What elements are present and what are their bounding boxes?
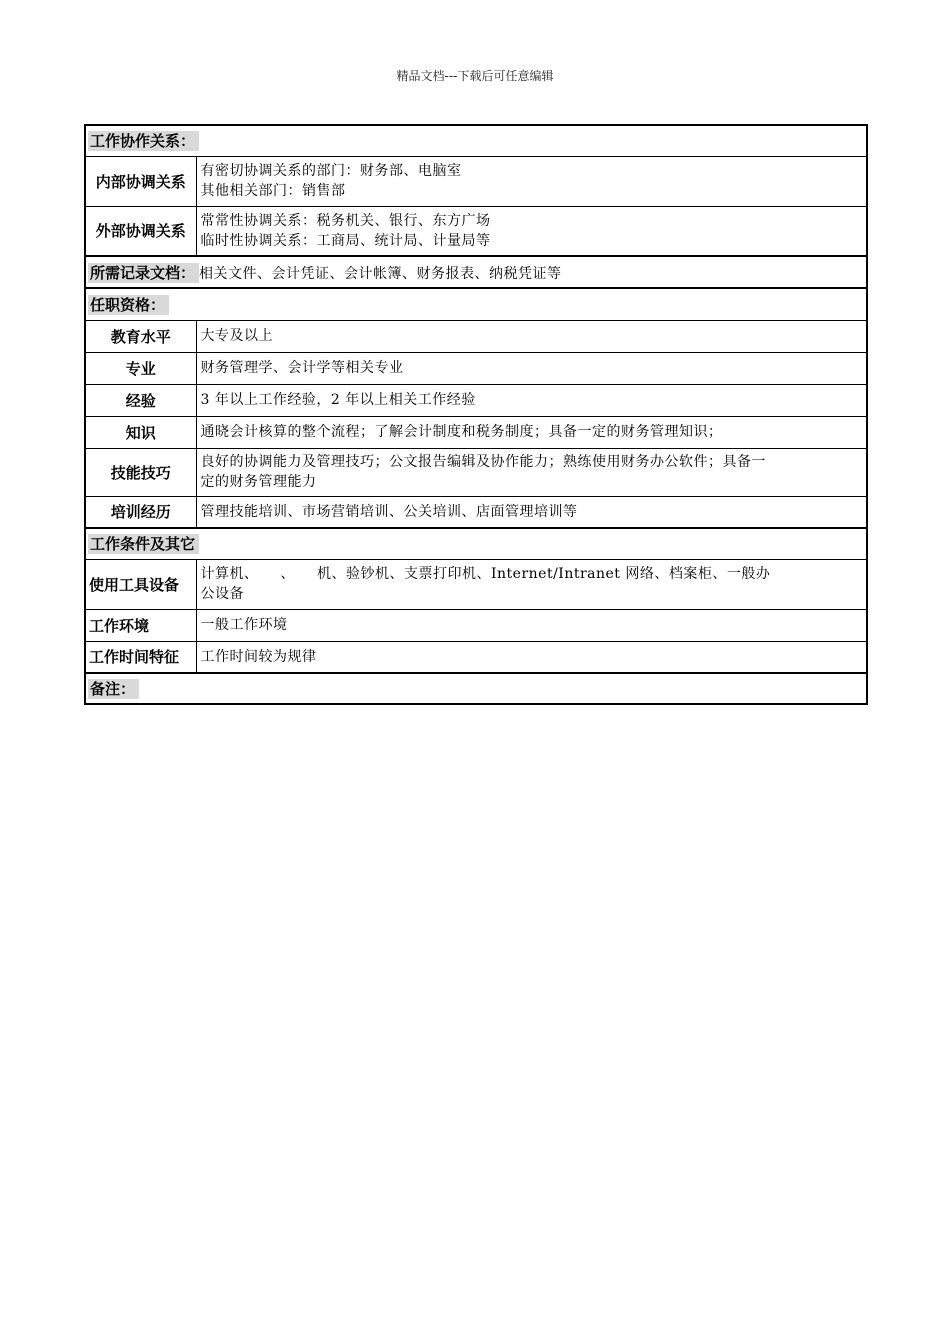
external-coordination-label: 外部协调关系 [85, 206, 196, 256]
skills-value [196, 448, 867, 496]
records-label: 所需记录文档： [88, 263, 199, 283]
environment-value: 一般工作环境 [196, 609, 867, 641]
job-description-table [84, 124, 868, 705]
external-coordination-line2: 临时性协调关系：工商局、统计局、计量局等 [200, 232, 491, 249]
coordination-title-text: 工作协作关系： [88, 131, 199, 151]
external-coordination-line1: 常常性协调关系：税务机关、银行、东方广场 [200, 212, 491, 229]
internal-coordination-line2: 其他相关部门：销售部 [200, 183, 346, 199]
qualification-row-training [85, 496, 867, 528]
conditions-title-text: 工作条件及其它 [88, 534, 199, 554]
tools-value [196, 559, 867, 609]
qualification-row-skills [85, 448, 867, 496]
internal-coordination-label: 内部协调关系 [85, 156, 196, 206]
qualification-row-experience [85, 384, 867, 416]
training-value: 管理技能培训、市场营销培训、公关培训、店面管理培训等 [196, 496, 867, 528]
records-row [85, 256, 867, 288]
internal-coordination-line1: 有密切协调关系的部门：财务部、电脑室 [200, 163, 462, 179]
qualification-row-major [85, 352, 867, 384]
qualifications-title-text: 任职资格： [88, 295, 169, 315]
page-header: 精品文档---下载后可任意编辑 [396, 69, 554, 83]
education-label: 教育水平 [85, 320, 196, 352]
external-coordination-row [85, 206, 867, 256]
remarks-row [85, 673, 867, 704]
major-value: 财务管理学、会计学等相关专业 [196, 352, 867, 384]
conditions-section-title [85, 528, 867, 559]
tools-label: 使用工具设备 [85, 559, 196, 609]
records-value: 相关文件、会计凭证、会计帐簿、财务报表、纳税凭证等 [199, 265, 562, 282]
tools-line1: 计算机、 、 机、验钞机、支票打印机、Internet/Intranet 网络、档案柜、一般办 [200, 566, 771, 582]
education-value: 大专及以上 [196, 320, 867, 352]
qualification-row-education [85, 320, 867, 352]
work-time-row [85, 641, 867, 673]
remarks-cell [85, 673, 867, 704]
skills-label: 技能技巧 [85, 448, 196, 496]
external-coordination-value [196, 206, 867, 256]
coordination-section-title [85, 125, 867, 156]
remarks-label: 备注： [88, 679, 139, 699]
major-label: 专业 [85, 352, 196, 384]
qualifications-section-title [85, 288, 867, 320]
work-time-value: 工作时间较为规律 [196, 641, 867, 673]
coordination-section-row [85, 125, 867, 156]
knowledge-value: 通晓会计核算的整个流程；了解会计制度和税务制度；具备一定的财务管理知识； [196, 416, 867, 448]
skills-line2: 定的财务管理能力 [200, 474, 317, 490]
internal-coordination-value [196, 156, 867, 206]
tools-row [85, 559, 867, 609]
experience-label: 经验 [85, 384, 196, 416]
environment-label: 工作环境 [85, 609, 196, 641]
conditions-section-row [85, 528, 867, 559]
qualifications-section-row [85, 288, 867, 320]
work-time-label: 工作时间特征 [85, 641, 196, 673]
qualification-row-knowledge [85, 416, 867, 448]
tools-line2: 公设备 [200, 586, 244, 602]
internal-coordination-row [85, 156, 867, 206]
records-cell [85, 256, 867, 288]
experience-value: 3 年以上工作经验，2 年以上相关工作经验 [196, 384, 867, 416]
skills-line1: 良好的协调能力及管理技巧；公文报告编辑及协作能力；熟练使用财务办公软件；具备一 [200, 454, 766, 470]
training-label: 培训经历 [85, 496, 196, 528]
environment-row [85, 609, 867, 641]
knowledge-label: 知识 [85, 416, 196, 448]
